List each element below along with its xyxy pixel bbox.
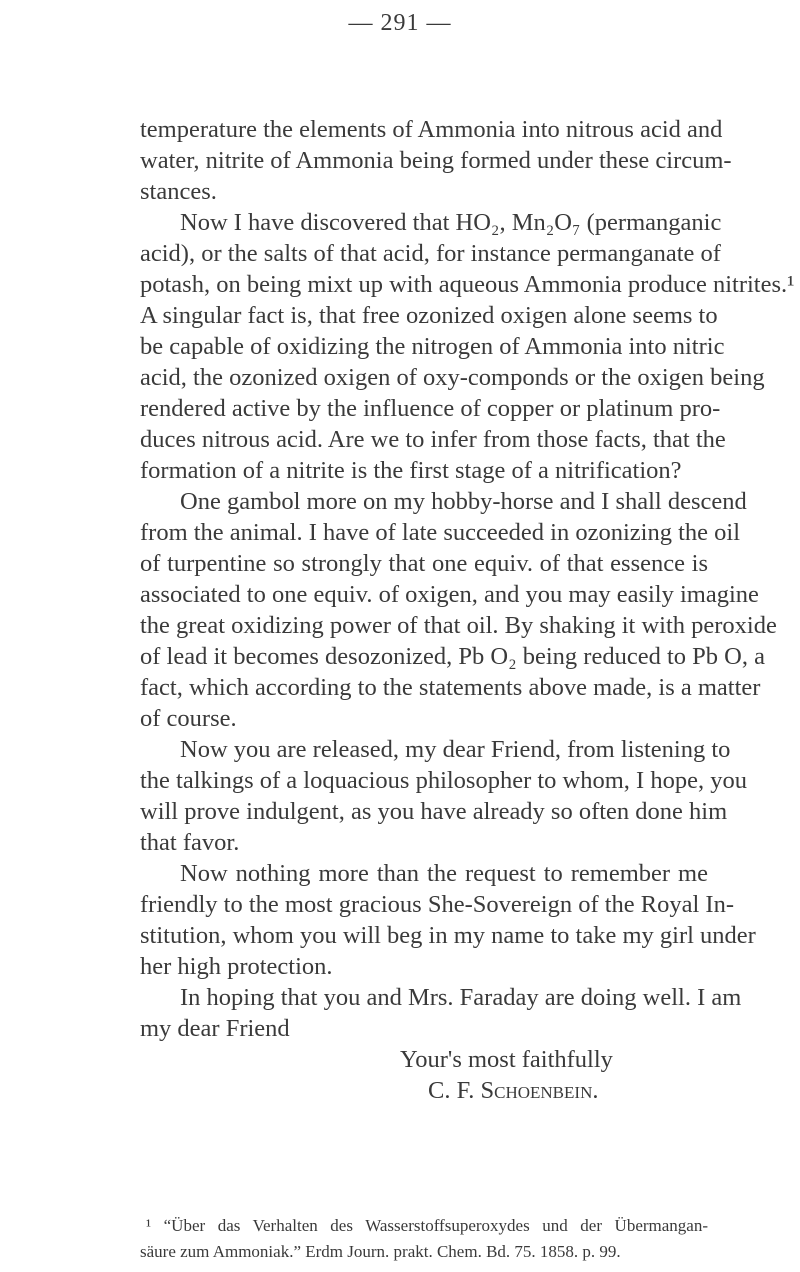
text-line: Now I have discovered that HO₂, Mn₂O₇ (permanganic (180, 209, 722, 236)
footnote-line: säure zum Ammoniak.” Erdm Journ. prakt. Chem. Bd. 75. 1858. p. 99. (140, 1242, 621, 1261)
text-line: that favor. (140, 829, 240, 856)
text-line: Now you are released, my dear Friend, from listening to (180, 736, 731, 763)
text-line: will prove indulgent, as you have already so often done him (140, 798, 728, 825)
text-line: formation of a nitrite is the first stage of a nitrification? (140, 457, 682, 484)
text-line: A singular fact is, that free ozonized oxigen alone seems to (140, 302, 718, 329)
text-line: Now nothing more than the request to remember me (180, 860, 708, 887)
text-line: from the animal. I have of late succeeded in ozonizing the oil (140, 519, 741, 546)
footnote-line: ¹ “Über das Verhalten des Wasserstoffsuperoxydes und der Übermangan- (146, 1216, 708, 1235)
text-line: temperature the elements of Ammonia into nitrous acid and (140, 116, 723, 143)
text-line: stances. (140, 178, 217, 205)
text-line: acid), or the salts of that acid, for instance permanganate of (140, 240, 721, 267)
text-line: be capable of oxidizing the nitrogen of Ammonia into nitric (140, 333, 725, 360)
closing-line: Your's most faithfully (400, 1046, 613, 1073)
text-line: her high protection. (140, 953, 333, 980)
text-line: of turpentine so strongly that one equiv. of that essence is (140, 550, 708, 577)
text-line: my dear Friend (140, 1015, 290, 1042)
text-line: friendly to the most gracious She-Sovereign of the Royal In- (140, 891, 734, 918)
text-line: water, nitrite of Ammonia being formed under these circum- (140, 147, 732, 174)
letter-body (140, 114, 795, 1106)
text-line: potash, on being mixt up with aqueous Ammonia produce nitrites.¹ (140, 271, 795, 298)
text-line: the talkings of a loquacious philosopher to whom, I hope, you (140, 767, 747, 794)
page-number: — 291 — (348, 10, 452, 36)
text-line: duces nitrous acid. Are we to infer from those facts, that the (140, 426, 726, 453)
text-line: the great oxidizing power of that oil. By shaking it with peroxide (140, 612, 777, 639)
text-line: of lead it becomes desozonized, Pb O₂ being reduced to Pb O, a (140, 643, 765, 670)
text-line: associated to one equiv. of oxigen, and you may easily imagine (140, 581, 759, 608)
text-line: stitution, whom you will beg in my name to take my girl under (140, 922, 756, 949)
text-line: acid, the ozonized oxigen of oxy-componds or the oxigen being (140, 364, 765, 391)
text-line: One gambol more on my hobby-horse and I shall descend (180, 488, 747, 515)
text-line: rendered active by the influence of copper or platinum pro- (140, 395, 721, 422)
signature: C. F. Schoenbein. (428, 1077, 599, 1104)
text-line: fact, which according to the statements above made, is a matter (140, 674, 761, 701)
text-line: In hoping that you and Mrs. Faraday are doing well. I am (180, 984, 742, 1011)
footnote (140, 1213, 708, 1265)
text-line: of course. (140, 705, 237, 732)
